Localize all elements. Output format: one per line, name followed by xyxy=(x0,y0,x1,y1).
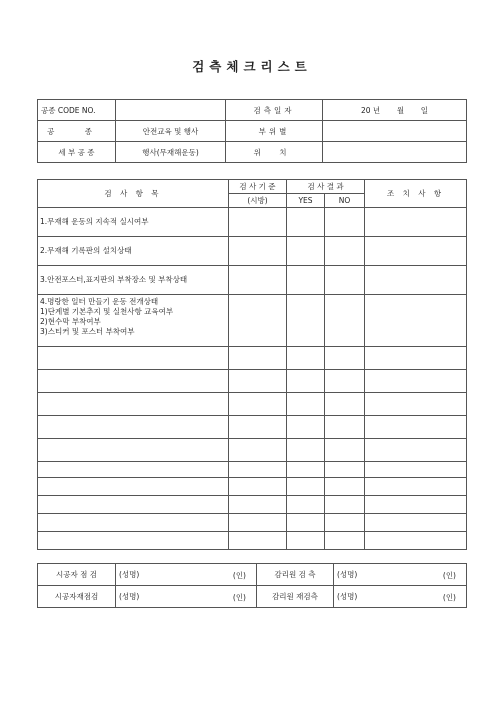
checklist-row xyxy=(38,237,467,266)
empty-row xyxy=(38,532,467,550)
code-value[interactable] xyxy=(116,100,226,121)
date-value[interactable] xyxy=(323,100,467,121)
no-cell[interactable] xyxy=(325,295,365,347)
date-label: 검측일자 xyxy=(226,100,323,121)
empty-row xyxy=(38,462,467,478)
part-value[interactable] xyxy=(323,121,467,142)
page-title: 검측체크리스트 xyxy=(192,59,312,74)
no-header: NO xyxy=(325,194,365,208)
sign-name-label: (성명) xyxy=(337,570,358,579)
criteria-header: 검 사 기 준 xyxy=(229,180,287,194)
criteria-cell[interactable] xyxy=(229,208,287,237)
empty-row xyxy=(38,347,467,370)
empty-row xyxy=(38,478,467,496)
item-header: 검 사 항 목 xyxy=(38,180,229,208)
header-row-detail xyxy=(38,142,467,163)
code-label: 공종 CODE NO. xyxy=(38,100,116,121)
supervisor-reinspect-sign[interactable] xyxy=(334,586,467,608)
date-day-unit: 일 xyxy=(420,105,429,115)
seal-label: (인) xyxy=(442,593,456,602)
check-item: 1.무재해 운동의 지속적 실시여부 xyxy=(38,208,229,237)
action-cell[interactable] xyxy=(365,208,467,237)
detail-type-value[interactable]: 행사(무재해운동) xyxy=(116,142,226,163)
check-subitem: 1)단계별 기본추지 및 실천사항 교육여부 xyxy=(40,307,174,316)
empty-row xyxy=(38,496,467,514)
signature-row xyxy=(38,586,467,608)
checklist-row xyxy=(38,208,467,237)
action-cell[interactable] xyxy=(365,266,467,295)
action-header: 조 치 사 항 xyxy=(365,180,467,208)
action-cell[interactable] xyxy=(365,295,467,347)
check-item: 3.안전포스터,표지판의 부착장소 및 부착상태 xyxy=(38,266,229,295)
criteria-cell[interactable] xyxy=(229,237,287,266)
no-cell[interactable] xyxy=(325,266,365,295)
criteria-cell[interactable] xyxy=(229,295,287,347)
sign-name-label: (성명) xyxy=(119,592,140,601)
contractor-reinspect-sign[interactable] xyxy=(116,586,257,608)
empty-row xyxy=(38,416,467,439)
check-subitem: 2)현수막 부착여부 xyxy=(40,317,101,326)
check-item-title: 4.명랑한 일터 만들기 운동 전개상태 xyxy=(40,297,159,306)
action-cell[interactable] xyxy=(365,237,467,266)
criteria-cell[interactable] xyxy=(229,266,287,295)
check-subitem: 3)스티커 및 포스터 부착여부 xyxy=(40,327,135,336)
date-year-unit: 년 xyxy=(372,105,381,115)
seal-label: (인) xyxy=(442,571,456,580)
location-label: 위 치 xyxy=(226,142,323,163)
contractor-reinspect-label: 시공자재점검 xyxy=(38,586,116,608)
check-item: 2.무재해 기록판의 설치상태 xyxy=(38,237,229,266)
yes-cell[interactable] xyxy=(287,266,325,295)
yes-cell[interactable] xyxy=(287,208,325,237)
work-type-label: 공 종 xyxy=(38,121,116,142)
seal-label: (인) xyxy=(232,571,246,580)
location-value[interactable] xyxy=(323,142,467,163)
result-header: 검 사 결 과 xyxy=(287,180,365,194)
checklist-table xyxy=(37,179,467,550)
yes-header: YES xyxy=(287,194,325,208)
header-row-work xyxy=(38,121,467,142)
detail-type-label: 세 부 공 종 xyxy=(38,142,116,163)
empty-row xyxy=(38,370,467,393)
empty-row xyxy=(38,439,467,462)
contractor-inspect-label: 시공자 점 검 xyxy=(38,564,116,586)
work-type-value[interactable]: 안전교육 및 행사 xyxy=(116,121,226,142)
check-item-multi xyxy=(38,295,229,347)
supervisor-inspect-label: 감리원 검 측 xyxy=(257,564,334,586)
date-year: 20 xyxy=(360,105,371,115)
no-cell[interactable] xyxy=(325,208,365,237)
checklist-header-row xyxy=(38,180,467,194)
supervisor-reinspect-label: 감리원 재검측 xyxy=(257,586,334,608)
checklist-row xyxy=(38,295,467,347)
sign-name-label: (성명) xyxy=(337,592,358,601)
sign-name-label: (성명) xyxy=(119,570,140,579)
date-month-unit: 월 xyxy=(396,105,405,115)
header-table xyxy=(37,99,467,163)
seal-label: (인) xyxy=(232,593,246,602)
yes-cell[interactable] xyxy=(287,237,325,266)
part-label: 부위별 xyxy=(226,121,323,142)
empty-row xyxy=(38,393,467,416)
empty-row xyxy=(38,514,467,532)
no-cell[interactable] xyxy=(325,237,365,266)
signature-table xyxy=(37,563,467,608)
header-row-code xyxy=(38,100,467,121)
checklist-row xyxy=(38,266,467,295)
signature-row xyxy=(38,564,467,586)
contractor-inspect-sign[interactable] xyxy=(116,564,257,586)
yes-cell[interactable] xyxy=(287,295,325,347)
supervisor-inspect-sign[interactable] xyxy=(334,564,467,586)
criteria-subheader: (시방) xyxy=(229,194,287,208)
